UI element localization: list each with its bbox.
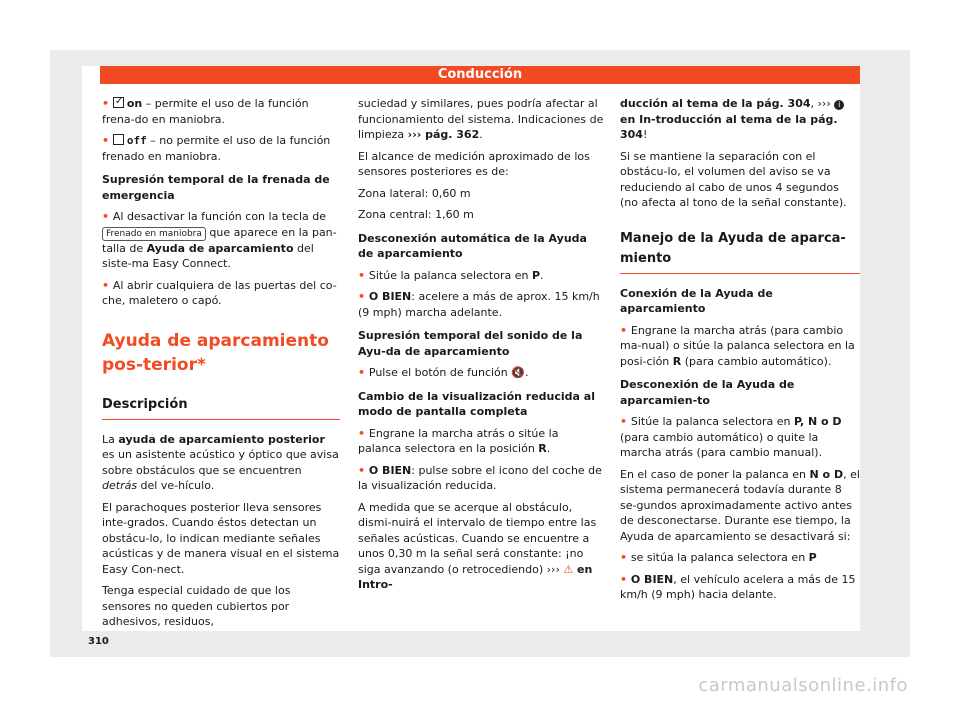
paragraph-intro-ref: ducción al tema de la pág. 304, ››› i en In-troducción al tema de la pág. 304! xyxy=(620,96,860,143)
chapter-title: Ayuda de aparcamiento pos-terior* xyxy=(102,330,329,375)
bullet-doors: • Al abrir cualquiera de las puertas del co-che, maletero o capó. xyxy=(102,278,340,309)
page-number: 310 xyxy=(88,636,109,647)
paragraph-intro: La ayuda de aparcamiento posterior es un asistente acústico y óptico que avisa sobre obstáculos que se encuentren detrás del ve-hículo. xyxy=(102,432,339,492)
bullet-selector-p2: • se sitúa la palanca selectora en P xyxy=(620,550,860,566)
column-3 xyxy=(620,96,860,609)
bullet-accelerate: • O BIEN: acelere a más de aprox. 15 km/h (9 mph) marcha adelante. xyxy=(358,289,604,320)
subheading-connect: Conexión de la Ayuda de aparcamiento xyxy=(620,286,773,315)
bullet-engage-reverse: • Engrane la marcha atrás (para cambio ma-nual) o sitúe la palanca selectora en la posi-ción R (para cambio automático). xyxy=(620,323,860,370)
column-1 xyxy=(102,96,340,636)
page-reference-link[interactable]: ››› pág. 362 xyxy=(407,128,480,141)
paragraph-sensors: El parachoques posterior lleva sensores inte-grados. Cuando éstos detectan un obstácu-lo, lo indican mediante señales acústicas y de manera visual en el sistema Easy Con-nect. xyxy=(102,500,340,576)
section-header: Conducción xyxy=(100,66,860,84)
watermark: carmanualsonline.info xyxy=(698,675,908,696)
warning-icon: ⚠ xyxy=(563,562,574,576)
checkbox-checked-icon xyxy=(113,97,124,108)
section-title-operation: Manejo de la Ayuda de aparca-miento xyxy=(620,229,860,274)
paragraph-n-d: En el caso de poner la palanca en N o D, el sistema permanecerá todavía durante 8 se-gundos aproximadamente activo antes de desconectarse. Durante ese tiempo, la Ayuda de aparcamiento se desactivará si: xyxy=(620,467,860,543)
bullet-mute: • Pulse el botón de función 🔇. xyxy=(358,365,604,381)
bullet-selector-p: • Sitúe la palanca selectora en P. xyxy=(358,268,604,284)
subheading-auto-off: Desconexión automática de la Ayuda de aparcamiento xyxy=(358,231,587,260)
paragraph-range: El alcance de medición aproximado de los sensores posteriores es de: xyxy=(358,149,590,178)
bullet-off: • off – no permite el uso de la función frenado en maniobra. xyxy=(102,133,340,164)
subheading-disconnect: Desconexión de la Ayuda de aparcamien-to xyxy=(620,378,795,407)
bullet-on: ✓• on – permite el uso de la función frena-do en maniobra. xyxy=(102,96,340,127)
paragraph-care: Tenga especial cuidado de que los sensores no queden cubiertos por adhesivos, residuos, xyxy=(102,584,291,628)
maneuver-brake-key: Frenado en maniobra xyxy=(102,227,206,241)
info-icon: i xyxy=(834,100,844,110)
section-title-description: Descripción xyxy=(102,395,340,420)
paragraph-cleaning: suciedad y similares, pues podría afectar al funcionamiento del sistema. Indicaciones de limpieza ››› pág. 362. xyxy=(358,97,604,141)
bullet-speed: • O BIEN, el vehículo acelera a más de 15 km/h (9 mph) hacia delante. xyxy=(620,572,860,603)
subheading-fullscreen: Cambio de la visualización reducida al modo de pantalla completa xyxy=(358,389,595,418)
column-2 xyxy=(358,96,604,599)
subheading-sound: Supresión temporal del sonido de la Ayu-da de aparcamiento xyxy=(358,329,583,358)
zone-lateral: Zona lateral: 0,60 m xyxy=(358,186,471,200)
bullet-deactivate: • Al desactivar la función con la tecla de Frenado en maniobra que aparece en la pan-talla de Ayuda de aparcamiento del siste-ma Easy Connect. xyxy=(102,209,340,272)
bullet-car-icon: • O BIEN: pulse sobre el icono del coche de la visualización reducida. xyxy=(358,463,604,494)
paragraph-volume: Si se mantiene la separación con el obstácu-lo, el volumen del aviso se va reduciendo al cabo de unos 4 segundos (no afecta al tono de la señal constante). xyxy=(620,149,847,209)
bullet-selector-pnd: • Sitúe la palanca selectora en P, N o D (para cambio automático) o quite la marcha atrás (para cambio manual). xyxy=(620,414,860,461)
checkbox-empty-icon xyxy=(113,134,124,145)
paragraph-approach: A medida que se acerque al obstáculo, dismi-nuirá el intervalo de tiempo entre las señales acústicas. Cuando se encuentre a unos 0,30 m la señal será constante: ¡no siga avanzando (o retrocediendo) ››› ⚠ en Intro- xyxy=(358,500,597,591)
bullet-reverse: • Engrane la marcha atrás o sitúe la palanca selectora en la posición R. xyxy=(358,426,604,457)
subheading-emergency: Supresión temporal de la frenada de emergencia xyxy=(102,173,330,202)
zone-central: Zona central: 1,60 m xyxy=(358,208,474,221)
